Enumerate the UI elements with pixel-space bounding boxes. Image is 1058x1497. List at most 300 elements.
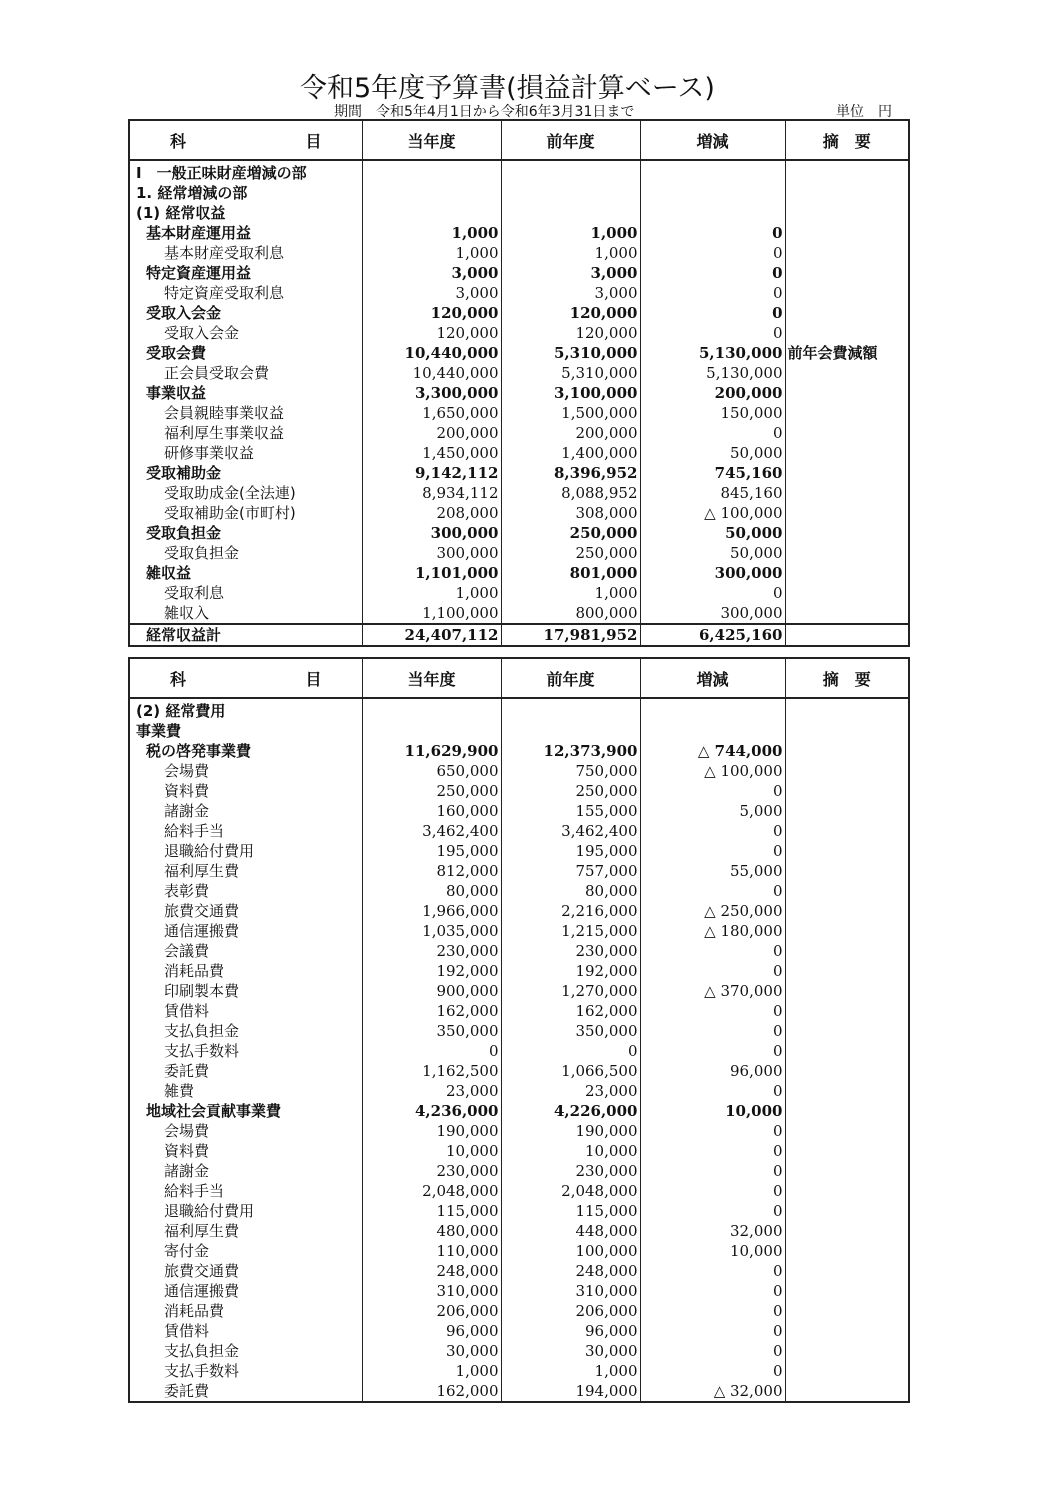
remarks bbox=[785, 1161, 909, 1181]
current-year-amount bbox=[362, 183, 501, 203]
previous-year-amount: 30,000 bbox=[501, 1341, 640, 1361]
previous-year-amount: 1,270,000 bbox=[501, 981, 640, 1001]
remarks bbox=[785, 223, 909, 243]
table-row bbox=[129, 1021, 909, 1041]
table-row bbox=[129, 941, 909, 961]
header-subject bbox=[129, 658, 362, 698]
account-name: 雑費 bbox=[129, 1081, 362, 1101]
header-current: 当年度 bbox=[362, 658, 501, 698]
account-name: 諸謝金 bbox=[129, 1161, 362, 1181]
account-name: 委託費 bbox=[129, 1061, 362, 1081]
previous-year-amount bbox=[501, 698, 640, 721]
current-year-amount: 900,000 bbox=[362, 981, 501, 1001]
account-name: 受取入会金 bbox=[129, 303, 362, 323]
table-row bbox=[129, 1221, 909, 1241]
current-year-amount: 8,934,112 bbox=[362, 483, 501, 503]
table-row bbox=[129, 263, 909, 283]
account-name: 会議費 bbox=[129, 941, 362, 961]
account-name: 会員親睦事業収益 bbox=[129, 403, 362, 423]
change-amount: 0 bbox=[640, 1041, 785, 1061]
previous-year-amount: 230,000 bbox=[501, 1161, 640, 1181]
account-name: 諸謝金 bbox=[129, 801, 362, 821]
table-row bbox=[129, 821, 909, 841]
account-name: 基本財産運用益 bbox=[129, 223, 362, 243]
previous-year-amount: 801,000 bbox=[501, 563, 640, 583]
change-amount: 0 bbox=[640, 1341, 785, 1361]
table-row bbox=[129, 323, 909, 343]
previous-year-amount: 1,215,000 bbox=[501, 921, 640, 941]
current-year-amount: 200,000 bbox=[362, 423, 501, 443]
previous-year-amount: 192,000 bbox=[501, 961, 640, 981]
remarks bbox=[785, 961, 909, 981]
remarks bbox=[785, 624, 909, 646]
account-name: 資料費 bbox=[129, 781, 362, 801]
previous-year-amount: 800,000 bbox=[501, 603, 640, 624]
table-row bbox=[129, 781, 909, 801]
remarks bbox=[785, 1361, 909, 1381]
account-name: 地域社会貢献事業費 bbox=[129, 1101, 362, 1121]
current-year-amount: 30,000 bbox=[362, 1341, 501, 1361]
previous-year-amount: 155,000 bbox=[501, 801, 640, 821]
change-amount: 5,000 bbox=[640, 801, 785, 821]
remarks bbox=[785, 1221, 909, 1241]
previous-year-amount: 448,000 bbox=[501, 1221, 640, 1241]
previous-year-amount bbox=[501, 203, 640, 223]
remarks bbox=[785, 463, 909, 483]
current-year-amount: 1,162,500 bbox=[362, 1061, 501, 1081]
account-name: 経常収益計 bbox=[129, 624, 362, 646]
current-year-amount: 1,966,000 bbox=[362, 901, 501, 921]
header-change: 増減 bbox=[640, 658, 785, 698]
account-name: (2) 経常費用 bbox=[129, 698, 362, 721]
previous-year-amount: 8,396,952 bbox=[501, 463, 640, 483]
account-name: 退職給付費用 bbox=[129, 1201, 362, 1221]
account-name: (1) 経常収益 bbox=[129, 203, 362, 223]
previous-year-amount: 190,000 bbox=[501, 1121, 640, 1141]
previous-year-amount: 3,462,400 bbox=[501, 821, 640, 841]
account-name: 福利厚生費 bbox=[129, 1221, 362, 1241]
remarks bbox=[785, 1061, 909, 1081]
table-row bbox=[129, 881, 909, 901]
previous-year-amount: 100,000 bbox=[501, 1241, 640, 1261]
change-amount: △ 250,000 bbox=[640, 901, 785, 921]
current-year-amount: 11,629,900 bbox=[362, 741, 501, 761]
previous-year-amount: 1,400,000 bbox=[501, 443, 640, 463]
change-amount: 0 bbox=[640, 941, 785, 961]
previous-year-amount: 17,981,952 bbox=[501, 624, 640, 646]
account-name: 表彰費 bbox=[129, 881, 362, 901]
change-amount bbox=[640, 698, 785, 721]
current-year-amount: 9,142,112 bbox=[362, 463, 501, 483]
previous-year-amount: 80,000 bbox=[501, 881, 640, 901]
account-name: 特定資産運用益 bbox=[129, 263, 362, 283]
current-year-amount: 192,000 bbox=[362, 961, 501, 981]
remarks bbox=[785, 1341, 909, 1361]
current-year-amount: 0 bbox=[362, 1041, 501, 1061]
remarks bbox=[785, 1081, 909, 1101]
current-year-amount: 3,000 bbox=[362, 283, 501, 303]
previous-year-amount: 5,310,000 bbox=[501, 343, 640, 363]
change-amount: △ 32,000 bbox=[640, 1381, 785, 1402]
table-row bbox=[129, 403, 909, 423]
current-year-amount: 2,048,000 bbox=[362, 1181, 501, 1201]
table-row bbox=[129, 483, 909, 503]
change-amount: 6,425,160 bbox=[640, 624, 785, 646]
change-amount: 0 bbox=[640, 283, 785, 303]
header-subject bbox=[129, 120, 362, 160]
change-amount: △ 100,000 bbox=[640, 503, 785, 523]
account-name: 印刷製本費 bbox=[129, 981, 362, 1001]
change-amount: △ 180,000 bbox=[640, 921, 785, 941]
previous-year-amount: 96,000 bbox=[501, 1321, 640, 1341]
account-name: 受取負担金 bbox=[129, 543, 362, 563]
current-year-amount: 480,000 bbox=[362, 1221, 501, 1241]
account-name: 委託費 bbox=[129, 1381, 362, 1402]
change-amount: 150,000 bbox=[640, 403, 785, 423]
table-row bbox=[129, 463, 909, 483]
total-row bbox=[129, 624, 909, 646]
remarks bbox=[785, 861, 909, 881]
account-name: 通信運搬費 bbox=[129, 1281, 362, 1301]
previous-year-amount: 5,310,000 bbox=[501, 363, 640, 383]
remarks bbox=[785, 1181, 909, 1201]
current-year-amount bbox=[362, 160, 501, 183]
header-change: 増減 bbox=[640, 120, 785, 160]
change-amount: △ 370,000 bbox=[640, 981, 785, 1001]
header-note: 摘 要 bbox=[785, 120, 909, 160]
current-year-amount: 310,000 bbox=[362, 1281, 501, 1301]
remarks bbox=[785, 403, 909, 423]
previous-year-amount: 757,000 bbox=[501, 861, 640, 881]
previous-year-amount: 350,000 bbox=[501, 1021, 640, 1041]
current-year-amount: 3,462,400 bbox=[362, 821, 501, 841]
change-amount: 0 bbox=[640, 1301, 785, 1321]
current-year-amount: 1,000 bbox=[362, 583, 501, 603]
table-row bbox=[129, 1001, 909, 1021]
remarks bbox=[785, 1321, 909, 1341]
account-name: 賃借料 bbox=[129, 1001, 362, 1021]
previous-year-amount: 194,000 bbox=[501, 1381, 640, 1402]
previous-year-amount bbox=[501, 183, 640, 203]
account-name: 賃借料 bbox=[129, 1321, 362, 1341]
change-amount: 0 bbox=[640, 781, 785, 801]
change-amount: 10,000 bbox=[640, 1101, 785, 1121]
table-row bbox=[129, 1361, 909, 1381]
account-name: 旅費交通費 bbox=[129, 901, 362, 921]
previous-year-amount: 2,048,000 bbox=[501, 1181, 640, 1201]
remarks bbox=[785, 523, 909, 543]
previous-year-amount bbox=[501, 160, 640, 183]
account-name: 受取利息 bbox=[129, 583, 362, 603]
remarks bbox=[785, 283, 909, 303]
table-row bbox=[129, 363, 909, 383]
remarks bbox=[785, 981, 909, 1001]
current-year-amount: 208,000 bbox=[362, 503, 501, 523]
table-row bbox=[129, 1341, 909, 1361]
account-name: 雑収入 bbox=[129, 603, 362, 624]
table-row bbox=[129, 503, 909, 523]
current-year-amount: 80,000 bbox=[362, 881, 501, 901]
previous-year-amount: 308,000 bbox=[501, 503, 640, 523]
remarks bbox=[785, 881, 909, 901]
header-note: 摘 要 bbox=[785, 658, 909, 698]
change-amount: 32,000 bbox=[640, 1221, 785, 1241]
current-year-amount: 250,000 bbox=[362, 781, 501, 801]
account-name: 給料手当 bbox=[129, 1181, 362, 1201]
account-name: 受取入会金 bbox=[129, 323, 362, 343]
remarks bbox=[785, 1381, 909, 1402]
change-amount: △ 744,000 bbox=[640, 741, 785, 761]
previous-year-amount: 195,000 bbox=[501, 841, 640, 861]
change-amount: 0 bbox=[640, 423, 785, 443]
table-row bbox=[129, 841, 909, 861]
remarks bbox=[785, 503, 909, 523]
remarks bbox=[785, 1301, 909, 1321]
change-amount: 0 bbox=[640, 223, 785, 243]
account-name: 会場費 bbox=[129, 1121, 362, 1141]
change-amount: 0 bbox=[640, 961, 785, 981]
account-name: 支払負担金 bbox=[129, 1021, 362, 1041]
header-current: 当年度 bbox=[362, 120, 501, 160]
table-row bbox=[129, 921, 909, 941]
table-row bbox=[129, 1321, 909, 1341]
header-subject-left: 科 bbox=[170, 669, 187, 689]
previous-year-amount: 250,000 bbox=[501, 523, 640, 543]
current-year-amount: 190,000 bbox=[362, 1121, 501, 1141]
change-amount: 0 bbox=[640, 1001, 785, 1021]
revenue-table bbox=[128, 119, 910, 647]
remarks bbox=[785, 363, 909, 383]
current-year-amount: 248,000 bbox=[362, 1261, 501, 1281]
table-row bbox=[129, 981, 909, 1001]
remarks bbox=[785, 443, 909, 463]
table-row bbox=[129, 160, 909, 183]
account-name: 支払手数料 bbox=[129, 1041, 362, 1061]
change-amount: 0 bbox=[640, 243, 785, 263]
change-amount: 96,000 bbox=[640, 1061, 785, 1081]
remarks bbox=[785, 1241, 909, 1261]
current-year-amount: 115,000 bbox=[362, 1201, 501, 1221]
account-name: 給料手当 bbox=[129, 821, 362, 841]
table-row bbox=[129, 603, 909, 624]
table-row bbox=[129, 721, 909, 741]
remarks bbox=[785, 263, 909, 283]
current-year-amount: 110,000 bbox=[362, 1241, 501, 1261]
table-row bbox=[129, 761, 909, 781]
table-row bbox=[129, 423, 909, 443]
remarks bbox=[785, 243, 909, 263]
remarks bbox=[785, 1001, 909, 1021]
table-row bbox=[129, 801, 909, 821]
remarks bbox=[785, 1141, 909, 1161]
current-year-amount: 10,440,000 bbox=[362, 363, 501, 383]
header-subject-right: 目 bbox=[305, 669, 322, 689]
remarks bbox=[785, 543, 909, 563]
previous-year-amount: 120,000 bbox=[501, 303, 640, 323]
account-name: 資料費 bbox=[129, 1141, 362, 1161]
table-row bbox=[129, 1121, 909, 1141]
table-row bbox=[129, 523, 909, 543]
table-row bbox=[129, 1061, 909, 1081]
change-amount: 50,000 bbox=[640, 543, 785, 563]
table-row bbox=[129, 861, 909, 881]
current-year-amount: 1,450,000 bbox=[362, 443, 501, 463]
previous-year-amount: 206,000 bbox=[501, 1301, 640, 1321]
current-year-amount: 96,000 bbox=[362, 1321, 501, 1341]
account-name: 1. 経常増減の部 bbox=[129, 183, 362, 203]
account-name: 旅費交通費 bbox=[129, 1261, 362, 1281]
table-row bbox=[129, 383, 909, 403]
remarks bbox=[785, 901, 909, 921]
previous-year-amount: 3,000 bbox=[501, 263, 640, 283]
remarks bbox=[785, 781, 909, 801]
account-name: 事業収益 bbox=[129, 383, 362, 403]
account-name: 寄付金 bbox=[129, 1241, 362, 1261]
remarks bbox=[785, 1101, 909, 1121]
current-year-amount: 3,000 bbox=[362, 263, 501, 283]
account-name: 会場費 bbox=[129, 761, 362, 781]
current-year-amount: 10,000 bbox=[362, 1141, 501, 1161]
change-amount: 0 bbox=[640, 1201, 785, 1221]
remarks bbox=[785, 1041, 909, 1061]
change-amount: 845,160 bbox=[640, 483, 785, 503]
account-name: 受取助成金(全法連) bbox=[129, 483, 362, 503]
change-amount: 0 bbox=[640, 1361, 785, 1381]
previous-year-amount: 8,088,952 bbox=[501, 483, 640, 503]
change-amount: 0 bbox=[640, 263, 785, 283]
remarks bbox=[785, 801, 909, 821]
previous-year-amount: 4,226,000 bbox=[501, 1101, 640, 1121]
account-name: 受取補助金 bbox=[129, 463, 362, 483]
table-row bbox=[129, 243, 909, 263]
previous-year-amount: 162,000 bbox=[501, 1001, 640, 1021]
current-year-amount: 300,000 bbox=[362, 523, 501, 543]
previous-year-amount: 1,000 bbox=[501, 223, 640, 243]
table-row bbox=[129, 583, 909, 603]
account-name: 受取負担金 bbox=[129, 523, 362, 543]
account-name: 税の啓発事業費 bbox=[129, 741, 362, 761]
change-amount: 0 bbox=[640, 1121, 785, 1141]
remarks bbox=[785, 383, 909, 403]
remarks bbox=[785, 1261, 909, 1281]
remarks bbox=[785, 323, 909, 343]
current-year-amount: 4,236,000 bbox=[362, 1101, 501, 1121]
previous-year-amount: 1,500,000 bbox=[501, 403, 640, 423]
change-amount bbox=[640, 203, 785, 223]
current-year-amount: 1,101,000 bbox=[362, 563, 501, 583]
remarks bbox=[785, 160, 909, 183]
table-row bbox=[129, 303, 909, 323]
header-previous: 前年度 bbox=[501, 658, 640, 698]
account-name: 事業費 bbox=[129, 721, 362, 741]
table-row bbox=[129, 203, 909, 223]
revenue-table-body bbox=[129, 160, 909, 646]
table-row bbox=[129, 1301, 909, 1321]
current-year-amount bbox=[362, 698, 501, 721]
previous-year-amount: 230,000 bbox=[501, 941, 640, 961]
document-title: 令和5年度予算書(損益計算ベース) bbox=[300, 73, 715, 104]
current-year-amount bbox=[362, 721, 501, 741]
table-row bbox=[129, 1241, 909, 1261]
change-amount: 745,160 bbox=[640, 463, 785, 483]
current-year-amount: 1,000 bbox=[362, 223, 501, 243]
current-year-amount: 10,440,000 bbox=[362, 343, 501, 363]
account-name: 福利厚生費 bbox=[129, 861, 362, 881]
previous-year-amount: 250,000 bbox=[501, 543, 640, 563]
change-amount: 50,000 bbox=[640, 523, 785, 543]
table-row bbox=[129, 1161, 909, 1181]
previous-year-amount: 750,000 bbox=[501, 761, 640, 781]
previous-year-amount: 10,000 bbox=[501, 1141, 640, 1161]
previous-year-amount: 23,000 bbox=[501, 1081, 640, 1101]
table-row bbox=[129, 1081, 909, 1101]
table-row bbox=[129, 961, 909, 981]
remarks bbox=[785, 183, 909, 203]
change-amount: 300,000 bbox=[640, 603, 785, 624]
previous-year-amount: 248,000 bbox=[501, 1261, 640, 1281]
table-row bbox=[129, 1261, 909, 1281]
change-amount: 0 bbox=[640, 583, 785, 603]
remarks bbox=[785, 841, 909, 861]
current-year-amount: 120,000 bbox=[362, 303, 501, 323]
remarks bbox=[785, 423, 909, 443]
remarks bbox=[785, 203, 909, 223]
table-row bbox=[129, 343, 909, 363]
table-row bbox=[129, 1141, 909, 1161]
current-year-amount: 1,650,000 bbox=[362, 403, 501, 423]
current-year-amount: 230,000 bbox=[362, 1161, 501, 1181]
change-amount: 55,000 bbox=[640, 861, 785, 881]
change-amount: 10,000 bbox=[640, 1241, 785, 1261]
table-row bbox=[129, 543, 909, 563]
header-row bbox=[129, 658, 909, 698]
previous-year-amount: 310,000 bbox=[501, 1281, 640, 1301]
account-name: 通信運搬費 bbox=[129, 921, 362, 941]
table-row bbox=[129, 563, 909, 583]
current-year-amount: 206,000 bbox=[362, 1301, 501, 1321]
change-amount: 50,000 bbox=[640, 443, 785, 463]
remarks bbox=[785, 303, 909, 323]
change-amount: 0 bbox=[640, 1321, 785, 1341]
table-row bbox=[129, 183, 909, 203]
account-name: 消耗品費 bbox=[129, 961, 362, 981]
header-subject-right: 目 bbox=[305, 131, 322, 151]
table-row bbox=[129, 741, 909, 761]
current-year-amount: 120,000 bbox=[362, 323, 501, 343]
period-text: 期間 令和5年4月1日から令和6年3月31日まで bbox=[334, 104, 635, 120]
previous-year-amount: 2,216,000 bbox=[501, 901, 640, 921]
table-row bbox=[129, 1181, 909, 1201]
change-amount: 0 bbox=[640, 821, 785, 841]
account-name: 支払手数料 bbox=[129, 1361, 362, 1381]
header-subject-left: 科 bbox=[170, 131, 187, 151]
table-row bbox=[129, 1041, 909, 1061]
current-year-amount: 23,000 bbox=[362, 1081, 501, 1101]
current-year-amount: 650,000 bbox=[362, 761, 501, 781]
table-row bbox=[129, 1101, 909, 1121]
remarks bbox=[785, 1021, 909, 1041]
change-amount: 0 bbox=[640, 881, 785, 901]
account-name: 消耗品費 bbox=[129, 1301, 362, 1321]
remarks bbox=[785, 1281, 909, 1301]
account-name: 基本財産受取利息 bbox=[129, 243, 362, 263]
change-amount: 200,000 bbox=[640, 383, 785, 403]
previous-year-amount: 0 bbox=[501, 1041, 640, 1061]
table-row bbox=[129, 1281, 909, 1301]
change-amount: 0 bbox=[640, 1141, 785, 1161]
remarks bbox=[785, 921, 909, 941]
account-name: 受取補助金(市町村) bbox=[129, 503, 362, 523]
